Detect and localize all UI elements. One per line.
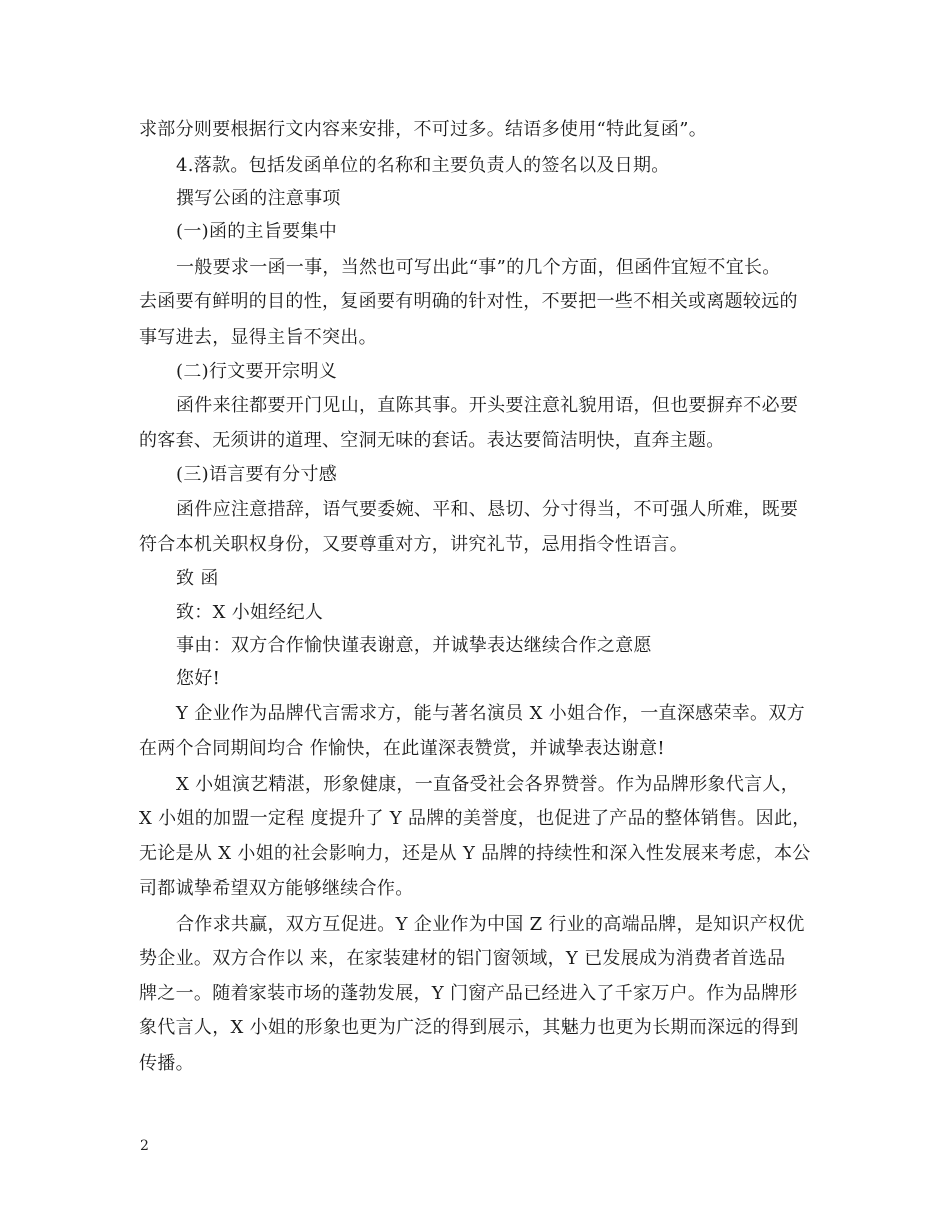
paragraph-line: 事写进去，显得主旨不突出。 bbox=[139, 327, 377, 348]
section-heading: 撰写公函的注意事项 bbox=[176, 188, 341, 209]
paragraph-line: 司都诚挚希望双方能够继续合作。 bbox=[139, 878, 414, 899]
paragraph-line: 函件应注意措辞，语气要委婉、平和、恳切、分寸得当，不可强人所难，既要 bbox=[176, 499, 799, 520]
section-heading: (二)行文要开宗明义 bbox=[176, 361, 338, 382]
paragraph-line: 势企业。双方合作以 来，在家装建材的铝门窗领域，Y 已发展成为消费者首选品 bbox=[139, 948, 786, 969]
letter-subject: 事由：双方合作愉快谨表谢意，并诚挚表达继续合作之意愿 bbox=[176, 635, 652, 656]
letter-recipient: 致：X 小姐经纪人 bbox=[176, 602, 324, 623]
section-heading: (三)语言要有分寸感 bbox=[176, 464, 338, 485]
paragraph-line: 无论是从 X 小姐的社会影响力，还是从 Y 品牌的持续性和深入性发展来考虑，本公 bbox=[139, 843, 811, 864]
paragraph-line: 牌之一。随着家装市场的蓬勃发展，Y 门窗产品已经进入了千家万户。作为品牌形 bbox=[139, 983, 798, 1004]
paragraph-line: 的客套、无须讲的道理、空洞无味的套话。表达要简洁明快，直奔主题。 bbox=[139, 430, 725, 451]
letter-title: 致 函 bbox=[176, 568, 219, 589]
paragraph-line: X 小姐演艺精湛，形象健康，一直备受社会各界赞誉。作为品牌形象代言人， bbox=[176, 774, 800, 795]
paragraph-line: 一般要求一函一事，当然也可写出此“事”的几个方面，但函件宜短不宜长。 bbox=[176, 257, 781, 278]
paragraph-line: 求部分则要根据行文内容来安排，不可过多。结语多使用“特此复函”。 bbox=[139, 119, 708, 140]
paragraph-line: 去函要有鲜明的目的性，复函要有明确的针对性，不要把一些不相关或离题较远的 bbox=[139, 291, 798, 312]
paragraph-line: 合作求共赢，双方互促进。Y 企业作为中国 Z 行业的高端品牌，是知识产权优 bbox=[176, 914, 805, 935]
paragraph-line: 符合本机关职权身份，又要尊重对方，讲究礼节，忌用指令性语言。 bbox=[139, 534, 688, 555]
section-heading: (一)函的主旨要集中 bbox=[176, 221, 338, 242]
page-number: 2 bbox=[140, 1138, 149, 1154]
paragraph-line: 在两个合同期间均合 作愉快，在此谨深表赞赏，并诚挚表达谢意! bbox=[139, 738, 665, 759]
paragraph-line: 函件来往都要开门见山，直陈其事。开头要注意礼貌用语，但也要摒弃不必要 bbox=[176, 395, 799, 416]
paragraph-line: 象代言人，X 小姐的形象也更为广泛的得到展示，其魅力也更为长期而深远的得到 bbox=[139, 1017, 799, 1038]
paragraph-line: Y 企业作为品牌代言需求方，能与著名演员 X 小姐合作，一直深感荣幸。双方 bbox=[176, 703, 805, 724]
paragraph-line: 传播。 bbox=[139, 1053, 194, 1074]
paragraph-line: 4.落款。包括发函单位的名称和主要负责人的签名以及日期。 bbox=[176, 155, 670, 176]
letter-greeting: 您好! bbox=[176, 668, 221, 689]
paragraph-line: X 小姐的加盟一定程 度提升了 Y 品牌的美誉度，也促进了产品的整体销售。因此， bbox=[139, 808, 811, 829]
